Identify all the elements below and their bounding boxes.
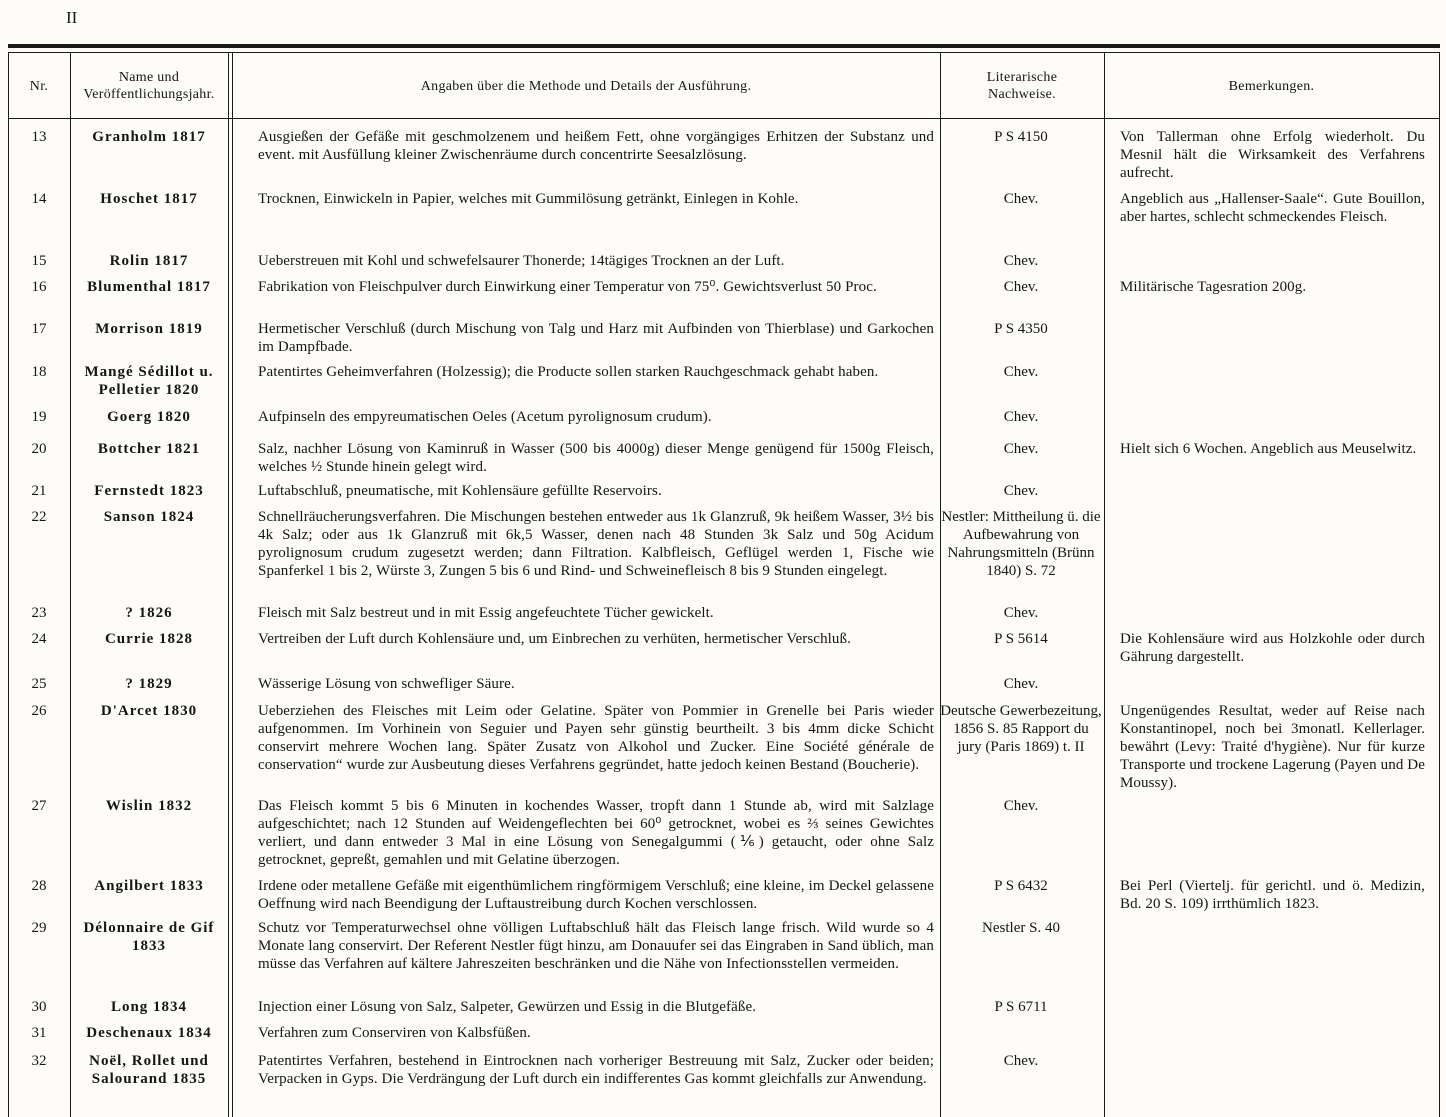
method-description: Patentirtes Verfahren, bestehend in Eintrocknen nach vorheriger Bestreuung mit Salz, Zucker oder beiden; Verpacken in Gyps. Die Verdrängung der Luft durch ein indifferentes Gas kommt gleichfalls zur Anwendung. [258,1053,934,1087]
header-nr [8,58,70,114]
literature-reference: P S 5614 [994,631,1048,647]
method-description: Ueberstreuen mit Kohl und schwefelsaurer Thonerde; 14tägiges Trocknen an der Luft. [258,253,785,269]
author-name: Angilbert 1833 [94,878,204,894]
row-number: 30 [31,999,47,1015]
remark: Bei Perl (Viertelj. für gerichtl. und ö. Medizin, Bd. 20 S. 109) irrthümlich 1823. [1120,878,1425,912]
author-name: Deschenaux 1834 [86,1025,212,1041]
author-name: Sanson 1824 [103,509,195,525]
remark: Ungenügendes Resultat, weder auf Reise nach Konstantinopel, noch bei 3monatl. Kellerlager. bewährt (Levy: Traité d'hygiène). Nur für kurze Transporte und trockene Lagerung (Payen und De Moussy). [1120,703,1425,791]
literature-reference: Chev. [1003,253,1039,269]
row-number: 24 [31,631,47,647]
literature-reference: Chev. [1003,441,1039,457]
literature-reference: Nestler: Mittheilung ü. die Aufbewahrung von Nahrungsmitteln (Brünn 1840) S. 72 [941,509,1101,579]
row-number: 19 [31,409,47,425]
header-method [232,58,940,114]
literature-reference: P S 6711 [994,999,1048,1015]
header-method-label: Angaben über die Methode und Details der Ausführung. [420,78,752,94]
header-name [70,58,228,114]
literature-reference: Chev. [1003,364,1039,380]
header-literature-line1: Literarische [986,70,1058,85]
row-number: 13 [31,129,47,145]
literature-reference: P S 6432 [994,878,1048,894]
literature-reference: Chev. [1003,798,1039,814]
row-number: 28 [31,878,47,894]
method-description: Vertreiben der Luft durch Kohlensäure und, um Einbrechen zu verhüten, hermetischer Verschluß. [258,631,851,647]
author-name: ? 1829 [125,676,173,692]
literature-reference: Nestler S. 40 [982,920,1060,936]
column-rule [1439,52,1440,1117]
literature-reference: Chev. [1003,409,1039,425]
author-name: Délonnaire de Gif 1833 [83,920,215,954]
table-top-rule [8,44,1440,48]
row-number: 18 [31,364,47,380]
author-name: Bottcher 1821 [97,441,201,457]
author-name: ? 1826 [125,605,173,621]
row-number: 23 [31,605,47,621]
literature-reference: Chev. [1003,191,1039,207]
literature-reference: Chev. [1003,676,1039,692]
row-number: 15 [31,253,47,269]
header-remarks-label: Bemerkungen. [1228,78,1315,94]
header-name-line1: Name und [118,70,180,85]
method-description: Wässerige Lösung von schwefliger Säure. [258,676,515,692]
column-rule [232,52,233,1117]
row-number: 16 [31,279,47,295]
author-name: Rolin 1817 [109,253,189,269]
row-number: 27 [31,798,47,814]
author-name: Granholm 1817 [92,129,206,145]
header-literature [940,58,1104,114]
author-name: Goerg 1820 [107,409,191,425]
method-description: Luftabschluß, pneumatische, mit Kohlensäure gefüllte Reservoirs. [258,483,662,499]
row-number: 29 [31,920,47,936]
method-description: Salz, nachher Lösung von Kaminruß in Wasser (500 bis 4000g) dieser Menge genügend für 1500g Fleisch, welches ½ Stunde hinein gelegt wird. [258,441,934,475]
author-name: Morrison 1819 [95,321,203,337]
row-number: 22 [31,509,47,525]
row-number: 17 [31,321,47,337]
author-name: Currie 1828 [104,631,194,647]
literature-reference: P S 4150 [994,129,1048,145]
method-description: Ausgießen der Gefäße mit geschmolzenem und heißem Fett, ohne vorgängiges Erhitzen der Substanz und event. mit Ausfüllung kleiner Zwischenräume durch concentrirte Seesalzlösung. [258,129,934,163]
literature-reference: Chev. [1003,1053,1039,1069]
literature-reference: P S 4350 [994,321,1048,337]
method-description: Schutz vor Temperaturwechsel ohne völligen Luftabschluß hält das Fleisch lange frisch. Wild wurde so 4 Monate lang conservirt. Der Referent Nestler fügt hinzu, am Donauufer sei das Eingraben in Sand üblich, man müsse das Verfahren auf kältere Jahreszeiten beschränken und die Nähe von Infectionsstellen vermeiden. [258,920,934,972]
remark: Von Tallerman ohne Erfolg wiederholt. Du Mesnil hält die Wirksamkeit des Verfahrens aufrecht. [1120,129,1425,181]
column-rule [228,52,229,1117]
remark: Angeblich aus „Hallenser-Saale“. Gute Bouillon, aber hartes, schlecht schmeckendes Fleisch. [1120,191,1425,225]
row-number: 26 [31,703,47,719]
method-description: Trocknen, Einwickeln in Papier, welches mit Gummilösung getränkt, Einlegen in Kohle. [258,191,799,207]
author-name: Fernstedt 1823 [94,483,204,499]
method-description: Schnellräucherungsverfahren. Die Mischungen bestehen entweder aus 1k Glanzruß, 9k heißem Wasser, 3½ bis 4k Salz; oder aus 1k Glanzruß mit 6k,5 Wasser, denen nach 48 Stunden 3k Salz und 50g Acidum pyrolignosum crudum zugesetzt werden; dann Filtration. Kalbfleisch, Geflügel werden 1, Fische wie Spanferkel 1 bis 2, Würste 3, Zungen 5 bis 6 und Rind- und Schweinefleisch 8 bis 9 Stunden eingelegt. [258,509,934,579]
author-name: Hoschet 1817 [100,191,198,207]
header-literature-line2: Nachweise. [988,87,1056,102]
column-rule [940,52,941,1117]
author-name: Long 1834 [110,999,188,1015]
header-separator [8,118,1440,119]
literature-reference: Chev. [1003,605,1039,621]
row-number: 31 [31,1025,47,1041]
method-description: Ueberziehen des Fleisches mit Leim oder Gelatine. Später von Pommier in Grenelle bei Paris wieder aufgenommen. Im Vorhinein von Seguier und Payen sehr günstig beurtheilt. 3 bis 4mm dicke Schicht conservirt mehrere Wochen lang. Später Zusatz von Alkohol und Zucker. Eine Société générale de conservation“ wurde zur Ausbeutung dieses Verfahrens gegründet, hatte jedoch keinen Bestand (Boucherie). [258,703,934,773]
method-description: Aufpinseln des empyreumatischen Oeles (Acetum pyrolignosum crudum). [258,409,712,425]
method-description: Fleisch mit Salz bestreut und in mit Essig angefeuchtete Tücher gewickelt. [258,605,714,621]
row-number: 32 [31,1053,47,1069]
literature-reference: Chev. [1003,483,1039,499]
remark: Hielt sich 6 Wochen. Angeblich aus Meuselwitz. [1120,441,1417,457]
method-description: Irdene oder metallene Gefäße mit eigenthümlichem ringförmigem Verschluß; eine kleine, im Deckel gelassene Oeffnung wird nach Beendigung der Luftaustreibung durch Kochen verschlossen. [258,878,934,912]
header-remarks [1104,58,1439,114]
page-number: II [66,8,78,27]
author-name: Mangé Sédillot u. Pelletier 1820 [84,364,214,398]
table-top-rule-thin [8,52,1440,53]
remark: Die Kohlensäure wird aus Holzkohle oder durch Gährung dargestellt. [1120,631,1425,665]
author-name: Noël, Rollet und Salourand 1835 [89,1053,209,1087]
method-description: Injection einer Lösung von Salz, Salpeter, Gewürzen und Essig in die Blutgefäße. [258,999,757,1015]
method-description: Hermetischer Verschluß (durch Mischung von Talg und Harz mit Aufbinden von Thierblase) und Garkochen im Dampfbade. [258,321,934,355]
literature-reference: Deutsche Gewerbezeitung, 1856 S. 85 Rapport du jury (Paris 1869) t. II [940,703,1102,755]
header-nr-label: Nr. [29,78,49,94]
method-description: Fabrikation von Fleischpulver durch Einwirkung einer Temperatur von 75⁰. Gewichtsverlust 50 Proc. [258,279,877,295]
method-description: Verfahren zum Conserviren von Kalbsfüßen. [258,1025,531,1041]
author-name: Wislin 1832 [105,798,193,814]
column-rule [1104,52,1105,1117]
author-name: D'Arcet 1830 [100,703,198,719]
row-number: 20 [31,441,47,457]
method-description: Patentirtes Geheimverfahren (Holzessig); die Producte sollen starken Rauchgeschmack gehabt haben. [258,364,879,380]
row-number: 25 [31,676,47,692]
method-description: Das Fleisch kommt 5 bis 6 Minuten in kochendes Wasser, tropft dann 1 Stunde ab, wird mit Salzlage aufgeschichtet; nach 12 Stunden auf Weidengeflechten bei 60⁰ getrocknet, wobei es ⅔ seines Gewichtes verliert, und dann entweder 3 Mal in eine Lösung von Senegalgummi (⅙) getaucht, oder ohne Salz getrocknet, gepreßt, gemahlen und mit Gelatine überzogen. [258,798,934,868]
literature-reference: Chev. [1003,279,1039,295]
author-name: Blumenthal 1817 [87,279,211,295]
row-number: 21 [31,483,47,499]
header-name-line2: Veröffentlichungsjahr. [83,87,215,102]
row-number: 14 [31,191,47,207]
column-rule [8,52,9,1117]
remark: Militärische Tagesration 200g. [1120,279,1307,295]
column-rule [70,52,71,1117]
